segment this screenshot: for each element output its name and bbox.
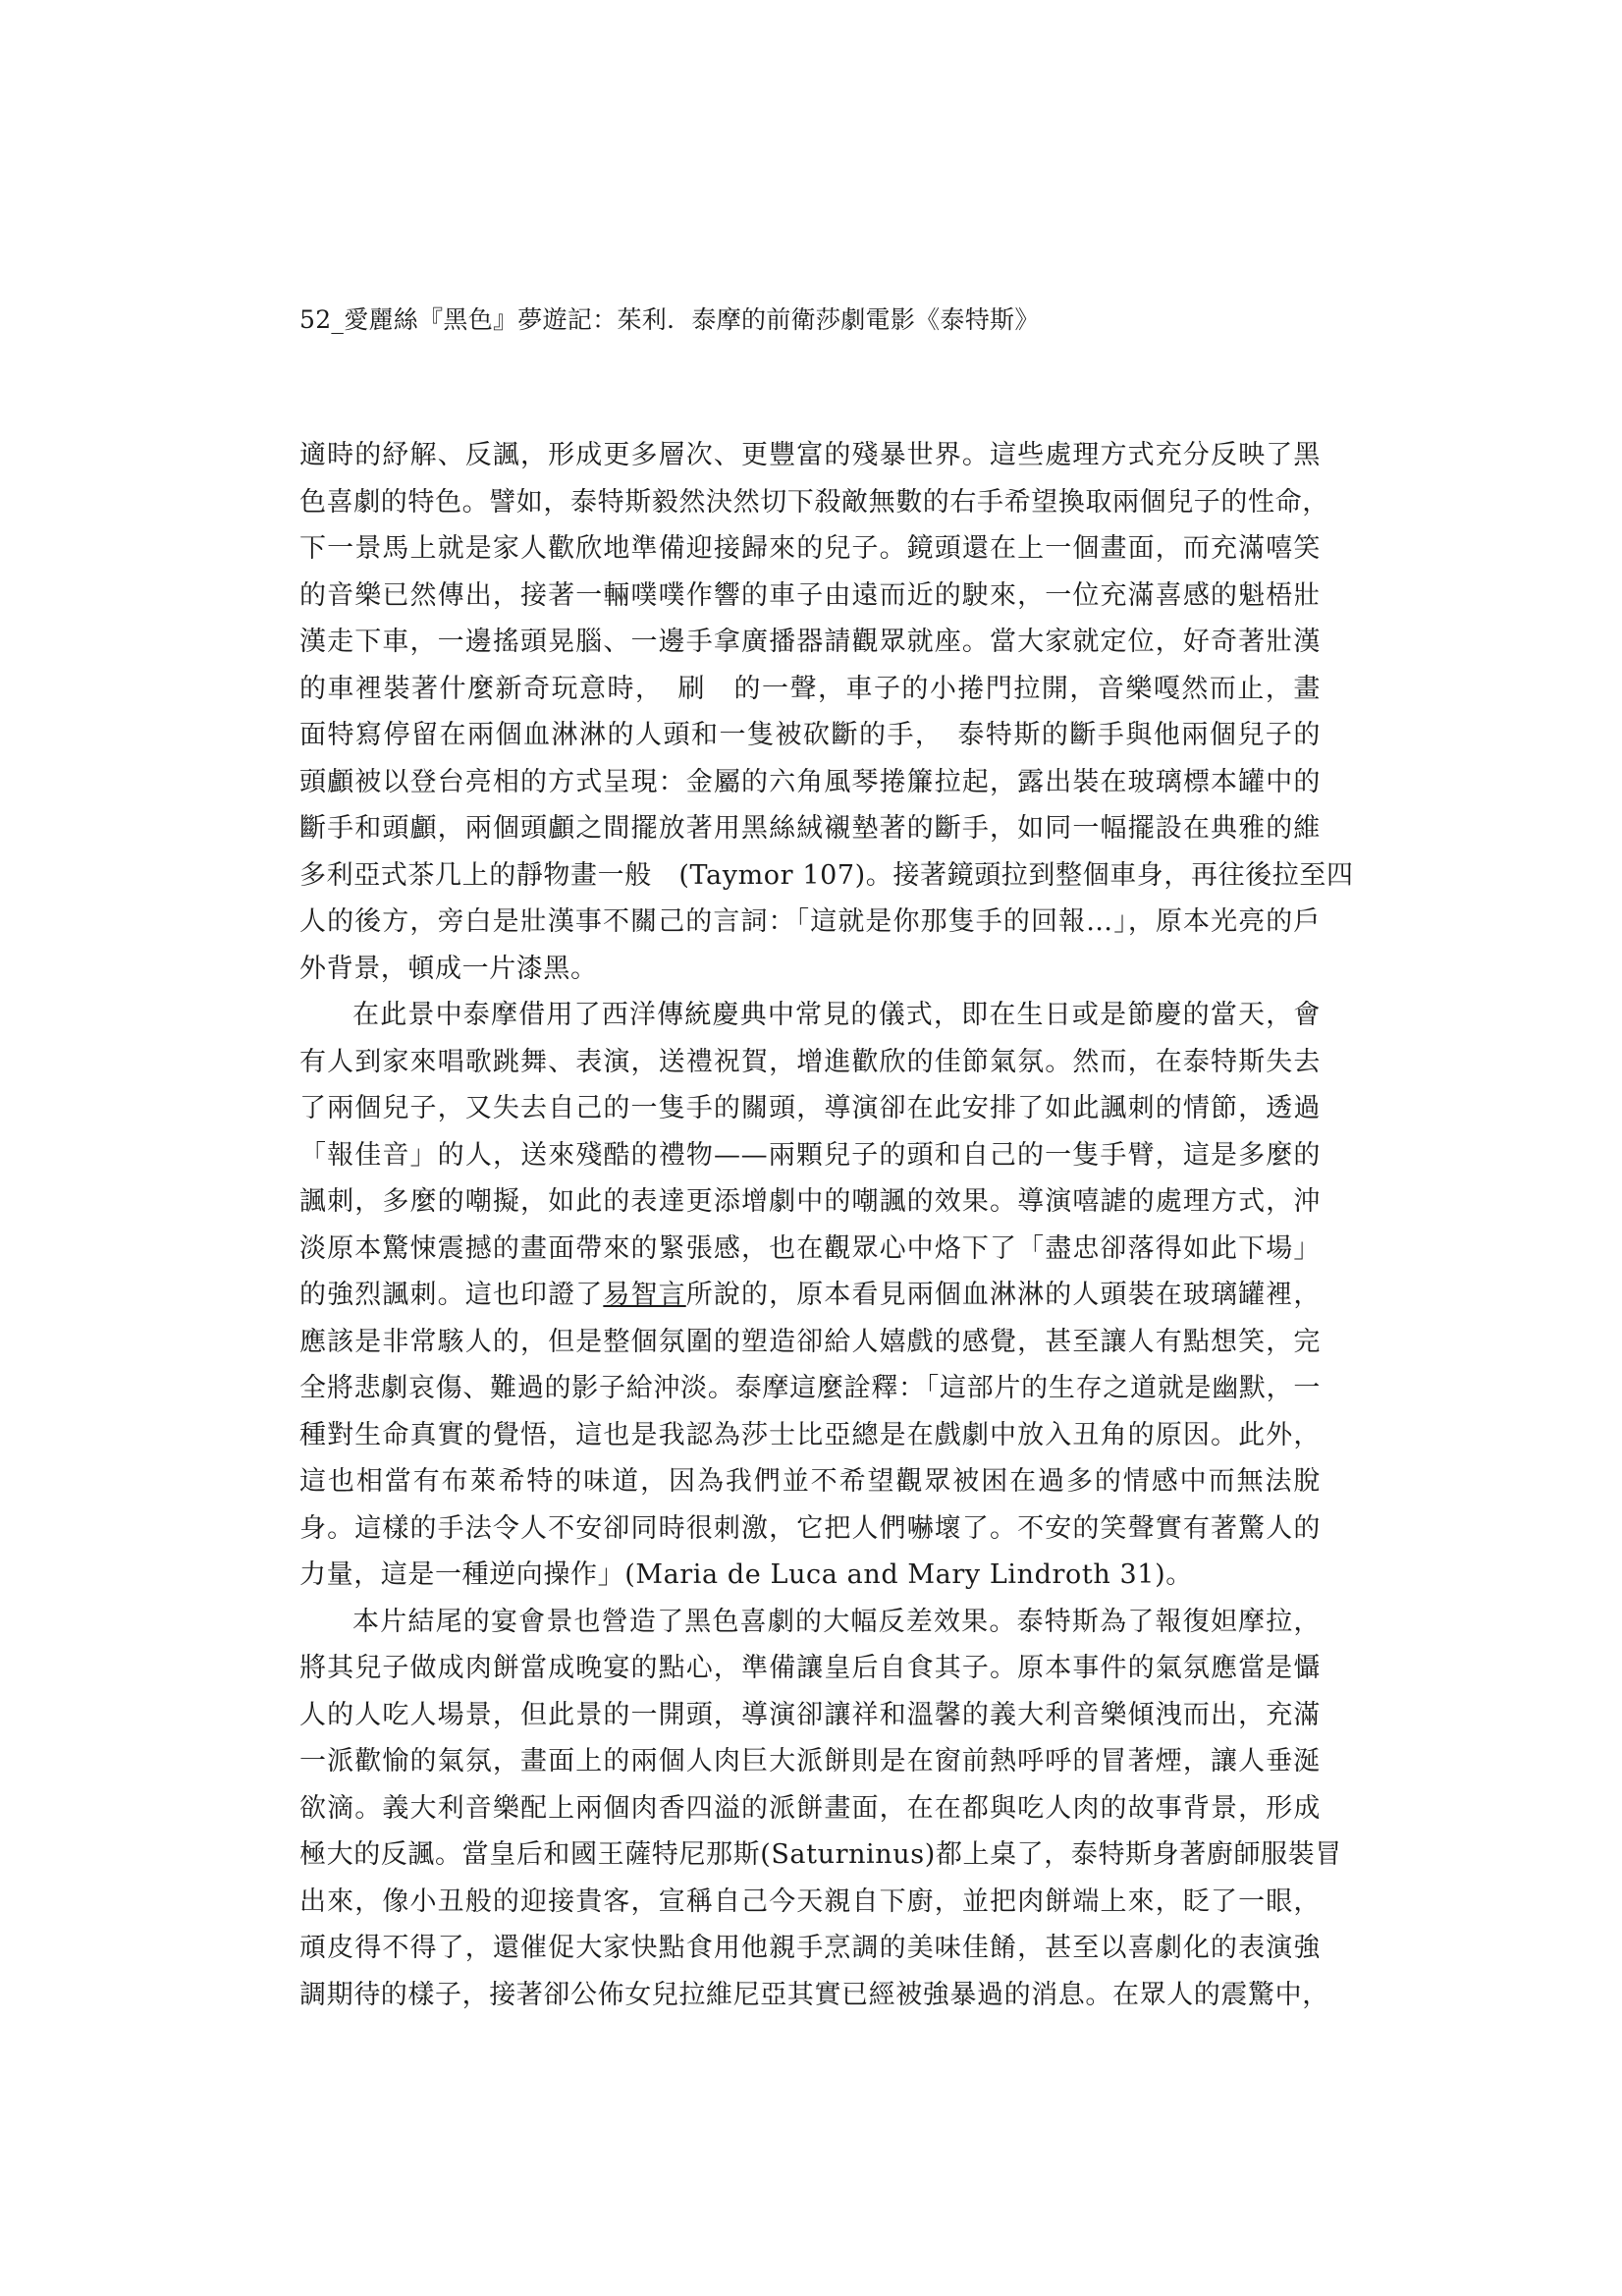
text-span: 的強烈諷刺。這也印證了 xyxy=(299,1280,604,1310)
text-line: 全將悲劇哀傷、難過的影子給沖淡。泰摩這麼詮釋：「這部片的生存之道就是幽默，一 xyxy=(299,1373,1321,1403)
text-line: 的車裡裝著什麼新奇玩意時， 刷 的一聲，車子的小捲門拉開，音樂嘎然而止，畫 xyxy=(299,673,1321,704)
text-line: 頑皮得不得了，還催促大家快點食用他親手烹調的美味佳餚，甚至以喜劇化的表演強 xyxy=(299,1933,1321,1963)
text-line: 力量，這是一種逆向操作」(Maria de Luca and Mary Lindroth 31)。 xyxy=(299,1559,1193,1590)
underlined-name: 易智言 xyxy=(603,1280,686,1310)
text-line: 應該是非常駭人的，但是整個氛圍的塑造卻給人嬉戲的感覺，甚至讓人有點想笑，完 xyxy=(299,1326,1321,1357)
text-line: 外背景，頓成一片漆黑。 xyxy=(299,953,598,984)
running-head: 52_愛麗絲『黑色』夢遊記：茱利．泰摩的前衛莎劇電影《泰特斯》 xyxy=(299,305,1040,334)
text-line: 這也相當有布萊希特的味道，因為我們並不希望觀眾被困在過多的情感中而無法脫 xyxy=(299,1466,1321,1497)
text-line: 色喜劇的特色。譬如，泰特斯毅然決然切下殺敵無數的右手希望換取兩個兒子的性命， xyxy=(299,486,1329,518)
text-line: 身。這樣的手法令人不安卻同時很刺激，它把人們嚇壞了。不安的笑聲實有著驚人的 xyxy=(299,1512,1321,1544)
text-line: 出來，像小丑般的迎接貴客，宣稱自己今天親自下廚，並把肉餅端上來，眨了一眼， xyxy=(299,1886,1321,1917)
text-span: 所說的，原本看見兩個血淋淋的人頭裝在玻璃罐裡， xyxy=(685,1280,1321,1310)
text-line: 面特寫停留在兩個血淋淋的人頭和一隻被砍斷的手， 泰特斯的斷手與他兩個兒子的 xyxy=(299,720,1321,750)
text-line: 調期待的樣子，接著卻公佈女兒拉維尼亞其實已經被強暴過的消息。在眾人的震驚中， xyxy=(299,1979,1329,2010)
text-line: 淡原本驚悚震撼的畫面帶來的緊張感，也在觀眾心中烙下了「盡忠卻落得如此下場」 xyxy=(299,1232,1321,1264)
text-line: 了兩個兒子，又失去自己的一隻手的關頭，導演卻在此安排了如此諷刺的情節，透過 xyxy=(299,1093,1321,1123)
text-line: 諷刺，多麼的嘲擬，如此的表達更添增劇中的嘲諷的效果。導演嘻謔的處理方式，沖 xyxy=(299,1186,1321,1217)
text-line: 「報佳音」的人，送來殘酷的禮物——兩顆兒子的頭和自己的一隻手臂，這是多麼的 xyxy=(299,1139,1321,1171)
text-line: 下一景馬上就是家人歡欣地準備迎接歸來的兒子。鏡頭還在上一個畫面，而充滿嘻笑 xyxy=(299,533,1321,564)
text-line: 斷手和頭顱，兩個頭顱之間擺放著用黑絲絨襯墊著的斷手，如同一幅擺設在典雅的維 xyxy=(299,813,1321,844)
text-line: 在此景中泰摩借用了西洋傳統慶典中常見的儀式，即在生日或是節慶的當天，會 xyxy=(352,1000,1321,1030)
text-line: 極大的反諷。當皇后和國王薩特尼那斯(Saturninus)都上桌了，泰特斯身著廚師服裝冒 xyxy=(299,1839,1342,1870)
text-line: 頭顱被以登台亮相的方式呈現：金屬的六角風琴捲簾拉起，露出裝在玻璃標本罐中的 xyxy=(299,766,1321,797)
text-line: 多利亞式茶几上的靜物畫一般 (Taymor 107)。接著鏡頭拉到整個車身，再往後拉至四 xyxy=(299,859,1354,891)
text-line: 欲滴。義大利音樂配上兩個肉香四溢的派餅畫面，在在都與吃人肉的故事背景，形成 xyxy=(299,1792,1321,1824)
text-line-with-underline xyxy=(299,1272,1321,1319)
text-line: 的音樂已然傳出，接著一輛噗噗作響的車子由遠而近的駛來，一位充滿喜感的魁梧壯 xyxy=(299,579,1321,611)
text-line: 有人到家來唱歌跳舞、表演，送禮祝賀，增進歡欣的佳節氣氛。然而，在泰特斯失去 xyxy=(299,1046,1321,1077)
text-line: 一派歡愉的氣氛，畫面上的兩個人肉巨大派餅則是在窗前熱呼呼的冒著煙，讓人垂涎 xyxy=(299,1746,1321,1777)
text-line: 種對生命真實的覺悟，這也是我認為莎士比亞總是在戲劇中放入丑角的原因。此外， xyxy=(299,1419,1321,1450)
text-line: 人的後方，旁白是壯漢事不關己的言詞：「這就是你那隻手的回報…」，原本光亮的戶 xyxy=(299,906,1321,937)
body-text xyxy=(299,432,1354,2018)
text-line: 本片結尾的宴會景也營造了黑色喜劇的大幅反差效果。泰特斯為了報復妲摩拉， xyxy=(352,1606,1321,1637)
text-line: 將其兒子做成肉餅當成晚宴的點心，準備讓皇后自食其子。原本事件的氣氛應當是懾 xyxy=(299,1653,1321,1683)
text-line: 漢走下車，一邊搖頭晃腦、一邊手拿廣播器請觀眾就座。當大家就定位，好奇著壯漢 xyxy=(299,627,1321,657)
text-line: 適時的紓解、反諷，形成更多層次、更豐富的殘暴世界。這些處理方式充分反映了黑 xyxy=(299,440,1321,470)
text-line: 人的人吃人場景，但此景的一開頭，導演卻讓祥和溫馨的義大利音樂傾洩而出，充滿 xyxy=(299,1699,1321,1730)
